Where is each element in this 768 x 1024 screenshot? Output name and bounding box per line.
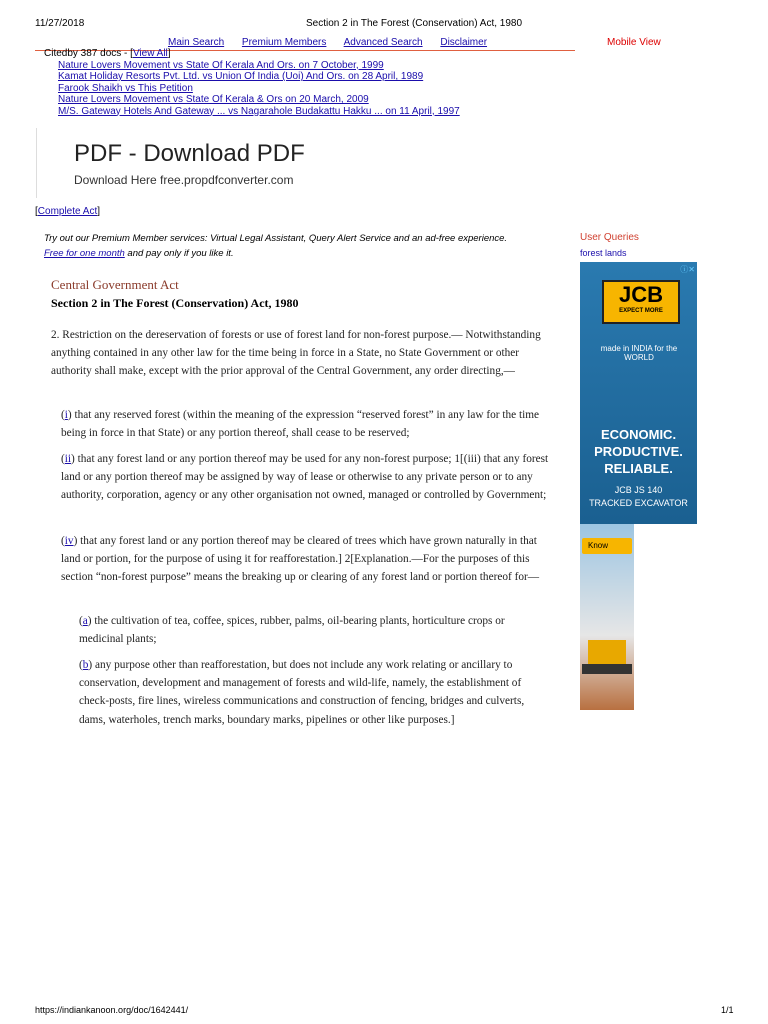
footer-page: 1/1 bbox=[721, 1005, 734, 1015]
doc-type: Central Government Act bbox=[51, 277, 179, 292]
clause-a-link[interactable]: a bbox=[82, 615, 88, 627]
ad-close-icon[interactable]: ⓘ✕ bbox=[680, 265, 695, 274]
excavator-tracks bbox=[582, 664, 632, 674]
mobile-view-link[interactable]: Mobile View bbox=[607, 37, 661, 48]
section-intro: 2. Restriction on the dereservation of forests or use of forest land for non-forest purpose.— Notwithstanding anything contained in any other law for the time being in force in a State, no State Government or other authority shall make, except with the prior approval of the Central Government, any order directing,— bbox=[51, 329, 541, 378]
clause-iv-link[interactable]: iv bbox=[64, 535, 74, 547]
section-title: Section 2 in The Forest (Conservation) Act, 1980 bbox=[51, 296, 299, 310]
complete-act-link[interactable]: Complete Act bbox=[37, 206, 98, 217]
print-date: 11/27/2018 bbox=[35, 18, 85, 29]
footer-url: https://indiankanoon.org/doc/1642441/ bbox=[35, 1005, 189, 1015]
ad-cta-button[interactable]: Know bbox=[582, 538, 632, 554]
cited-by-label: Citedby 387 docs - [ bbox=[44, 48, 133, 59]
excavator-image bbox=[580, 524, 697, 710]
promo-text: Try out our Premium Member services: Virtual Legal Assistant, Query Alert Service and an ad-free experience. bbox=[44, 233, 508, 244]
clause-i: (i) that any reserved forest (within the meaning of the expression “reserved forest” in any law for the time being in force in that State) or any portion thereof, shall cease to be reserved; bbox=[61, 409, 540, 440]
clause-a: (a) the cultivation of tea, coffee, spices, rubber, palms, oil-bearing plants, horticulture crops or medicinal plants; bbox=[79, 615, 505, 646]
excavator-body bbox=[588, 640, 626, 664]
cited-item[interactable]: Nature Lovers Movement vs State Of Kerala & Ors on 20 March, 2009 bbox=[58, 94, 369, 105]
nav-disclaimer[interactable]: Disclaimer bbox=[440, 37, 488, 48]
nav-premium-members[interactable]: Premium Members bbox=[241, 37, 327, 48]
clause-iv: (iv) that any forest land or any portion thereof may be cleared of trees which have grown naturally in that land or portion, for the purpose of using it for reafforestation.] 2[Explanation.—For the purposes of this section “non-forest purpose” means the breaking up or clearing of any forest land or portion thereof for— bbox=[61, 535, 540, 584]
ad-banner-subtitle[interactable]: Download Here free.propdfconverter.com bbox=[74, 173, 294, 187]
free-trial-link[interactable]: Free for one month bbox=[44, 248, 125, 259]
cited-item[interactable]: Nature Lovers Movement vs State Of Kerala And Ors. on 7 October, 1999 bbox=[58, 59, 384, 71]
clause-b-link[interactable]: b bbox=[82, 659, 89, 671]
clause-i-link[interactable]: i bbox=[64, 409, 68, 421]
clause-ii-link[interactable]: ii bbox=[64, 453, 72, 465]
nav-main-search[interactable]: Main Search bbox=[168, 37, 225, 48]
complete-act: [Complete Act] bbox=[35, 206, 101, 217]
side-advertisement[interactable] bbox=[580, 262, 697, 710]
nav-advanced-search[interactable]: Advanced Search bbox=[343, 37, 423, 48]
ad-model: JCB JS 140 TRACKED EXCAVATOR bbox=[589, 485, 688, 508]
ad-slogan: ECONOMIC. PRODUCTIVE. RELIABLE. bbox=[594, 427, 683, 476]
clause-ii: (ii) that any forest land or any portion thereof may be used for any non-forest purpose; 1[(iii) that any forest land or any portion thereof may be assigned by way of lease or otherwise to any private person or to any authority, corporation, agency or any other organisation not owned, managed or controlled by Government; bbox=[61, 453, 549, 502]
user-queries-heading: User Queries bbox=[580, 232, 639, 243]
ad-made-in: made in INDIA for the WORLD bbox=[600, 344, 678, 362]
clause-b: (b) any purpose other than reafforestation, but does not include any work relating or ancillary to conservation, development and management of forests and wild-life, namely, the establishment of check-posts, fire lines, wireless communications and construction of fencing, bridges and culverts, dams, waterholes, trench marks, boundary marks, pipelines or other like purposes.] bbox=[79, 659, 525, 726]
ad-banner-title[interactable]: PDF - Download PDF bbox=[74, 140, 305, 167]
jcb-logo: JCB EXPECT MORE bbox=[602, 280, 680, 324]
cited-item[interactable]: Farook Shaikh vs This Petition bbox=[58, 82, 193, 94]
query-forest-lands[interactable]: forest lands bbox=[580, 248, 627, 258]
view-all-link[interactable]: View All bbox=[132, 48, 168, 59]
premium-promo: Try out our Premium Member services: Virtual Legal Assistant, Query Alert Service and an ad-free experience. Free for one month and pay only if you like it. bbox=[44, 231, 584, 261]
cited-by-list: Citedby 387 docs - [View All] Nature Lovers Movement vs State Of Kerala And Ors. on 7 October, 1999 Kamat Holiday Resorts Pvt. Ltd. vs Union Of India (Uoi) And Ors. on 28 April, 1989 Farook Shaikh vs This Petition Nature Lovers Movement vs State Of Kerala & Ors on 20 March, 2009 M/S. Gateway Hotels And Gateway ... vs Nagarahole Budakattu Hakku ... on 11 April, 1997 bbox=[44, 48, 460, 117]
top-nav bbox=[168, 37, 502, 48]
print-title: Section 2 in The Forest (Conservation) Act, 1980 bbox=[306, 18, 523, 29]
cited-item[interactable]: Kamat Holiday Resorts Pvt. Ltd. vs Union Of India (Uoi) And Ors. on 28 April, 1989 bbox=[58, 71, 424, 82]
cited-item[interactable]: M/S. Gateway Hotels And Gateway ... vs Nagarahole Budakattu Hakku ... on 11 April, 1997 bbox=[58, 105, 460, 117]
